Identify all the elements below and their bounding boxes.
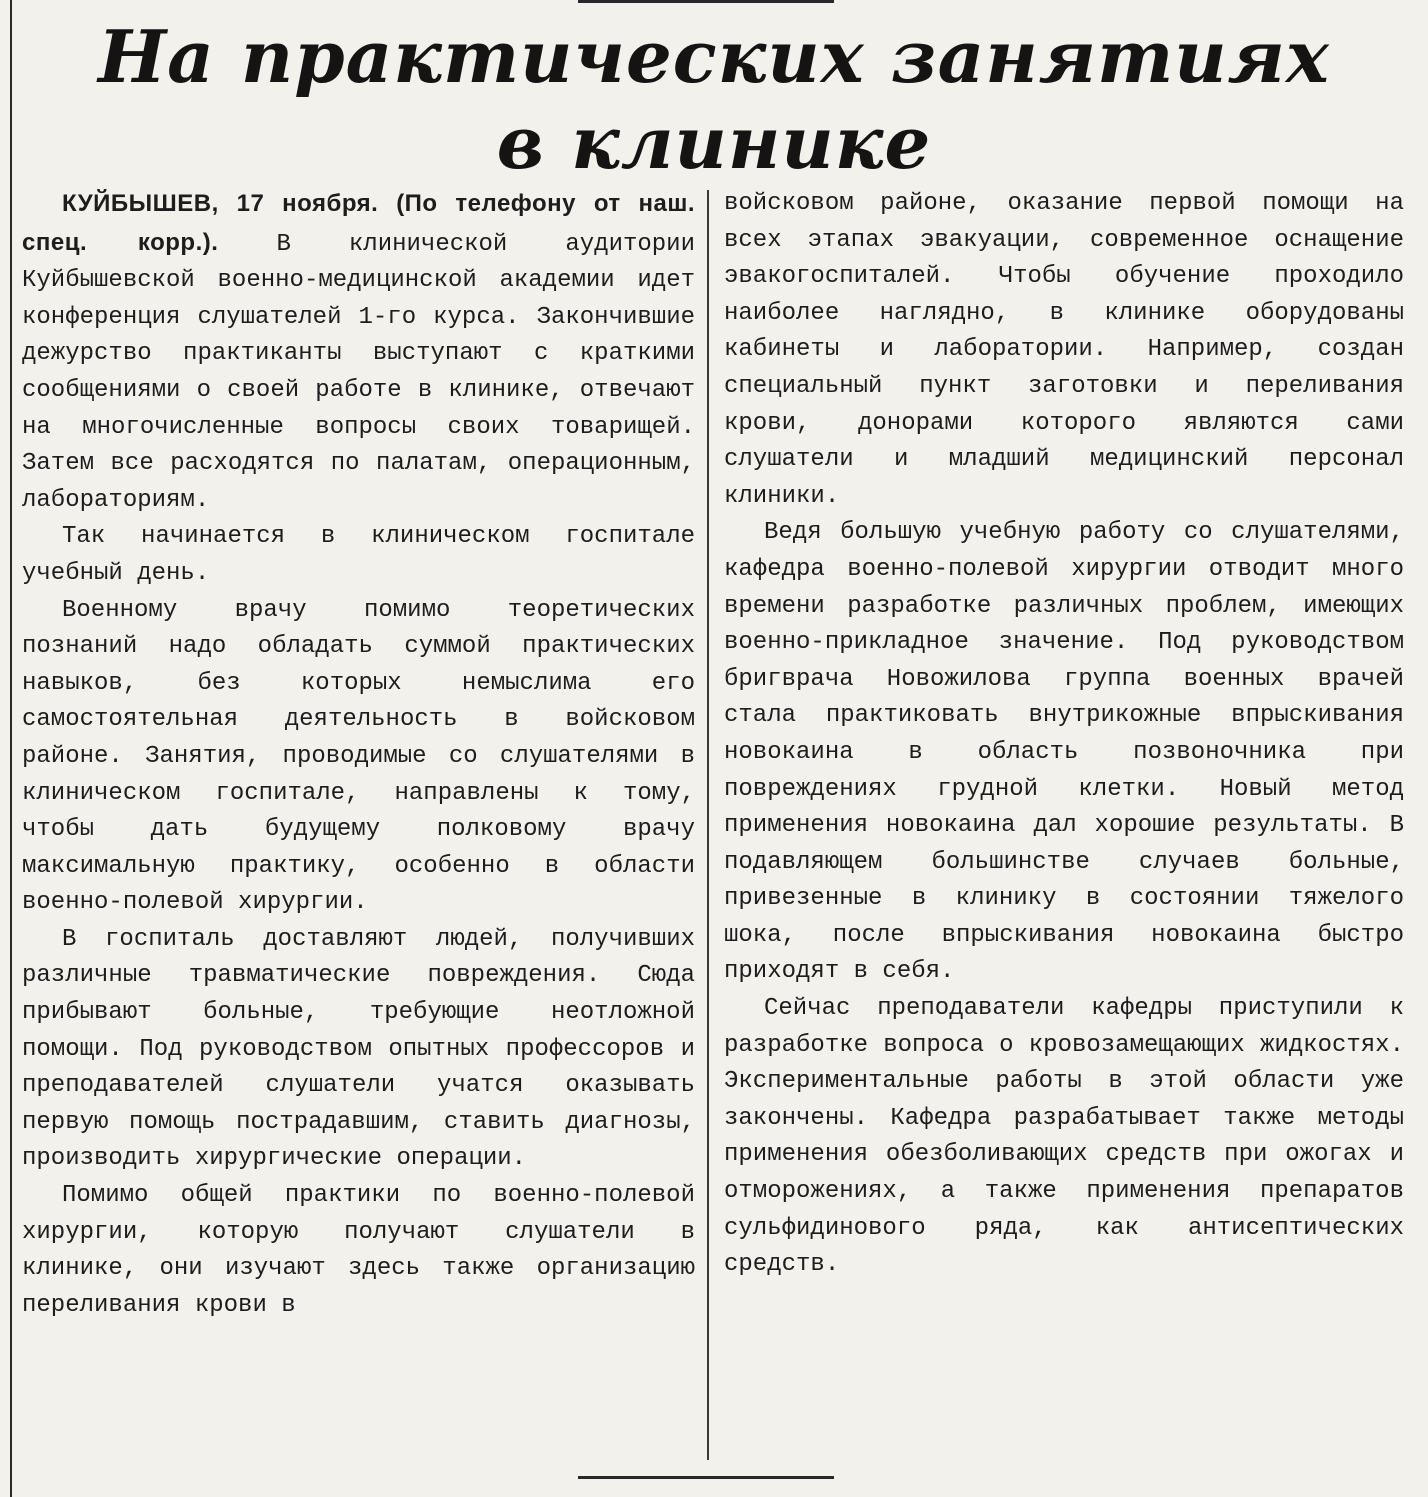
paragraph: Сейчас преподаватели кафедры приступили к разработке вопроса о кровозамещающих жидкостях. Экспериментальные работы в этой области уже закончены. Кафедра разрабатывает также методы применения обезболивающих средств при ожогах и отморожениях, а также применения препаратов сульфидинового ряда, как антисептических средств.	[724, 995, 1404, 1279]
article-headline	[40, 14, 1388, 186]
right-column	[724, 186, 1404, 1284]
paragraph: Военному врачу помимо теоретических познаний надо обладать суммой практических навыков, без которых немыслима его самостоятельная деятельность в войсковом районе. Занятия, проводимые со слушателями в клиническом госпитале, направлены к тому, чтобы дать будущему полковому врачу максимальную практику, особенно в области военно-полевой хирургии.	[22, 596, 695, 917]
left-column	[22, 186, 695, 1324]
column-divider-rule	[707, 190, 709, 1460]
bottom-divider-rule	[578, 1476, 834, 1479]
paragraph: войсковом районе, оказание первой помощи на всех этапах эвакуации, современное оснащение эвакогоспиталей. Чтобы обучение проходило наиболее наглядно, в клинике оборудованы кабинеты и лаборатории. Например, создан специальный пункт заготовки и переливания крови, донорами которого являются сами слушатели и младший медицинский персонал клиники.	[724, 190, 1404, 510]
dateline: КУЙБЫШЕВ, 17 ноября. (По телефону от наш. спец. корр.).	[22, 190, 695, 256]
paragraph	[22, 186, 695, 519]
paragraph: В госпиталь доставляют людей, получивших различные травматические повреждения. Сюда прибывают больные, требующие неотложной помощи. Под руководством опытных профессоров и преподавателей слушатели учатся оказывать первую помощь пострадавшим, ставить диагнозы, производить хирургические операции.	[22, 925, 695, 1173]
headline-line-2: в клинике	[496, 100, 932, 185]
paragraph-text: В клинической аудитории Куйбышевской военно-медицинской академии идет конференция слушателей 1-го курса. Закончившие дежурство практиканты выступают с краткими сообщениями о своей работе в клинике, отвечают на многочисленные вопросы своих товарищей. Затем все расходятся по палатам, операционным, лабораториям.	[22, 230, 695, 514]
page-edge-rule	[10, 0, 12, 1497]
headline-line-1: На практических занятиях	[98, 14, 1330, 99]
paragraph: Так начинается в клиническом госпитале учебный день.	[22, 523, 695, 587]
paragraph: Помимо общей практики по военно-полевой хирургии, которую получают слушатели в клинике, они изучают здесь также организацию переливания крови в	[22, 1182, 695, 1319]
paragraph: Ведя большую учебную работу со слушателями, кафедра военно-полевой хирургии отводит много времени разработке различных проблем, имеющих военно-прикладное значение. Под руководством бригврача Новожилова группа военных врачей стала практиковать внутрикожные впрыскивания новокаина в область позвоночника при повреждениях грудной клетки. Новый метод применения новокаина дал хорошие результаты. В подавляющем большинстве случаев больные, привезенные в клинику в состоянии тяжелого шока, после впрыскивания новокаина быстро приходят в себя.	[724, 519, 1404, 986]
top-divider-rule	[578, 0, 834, 3]
